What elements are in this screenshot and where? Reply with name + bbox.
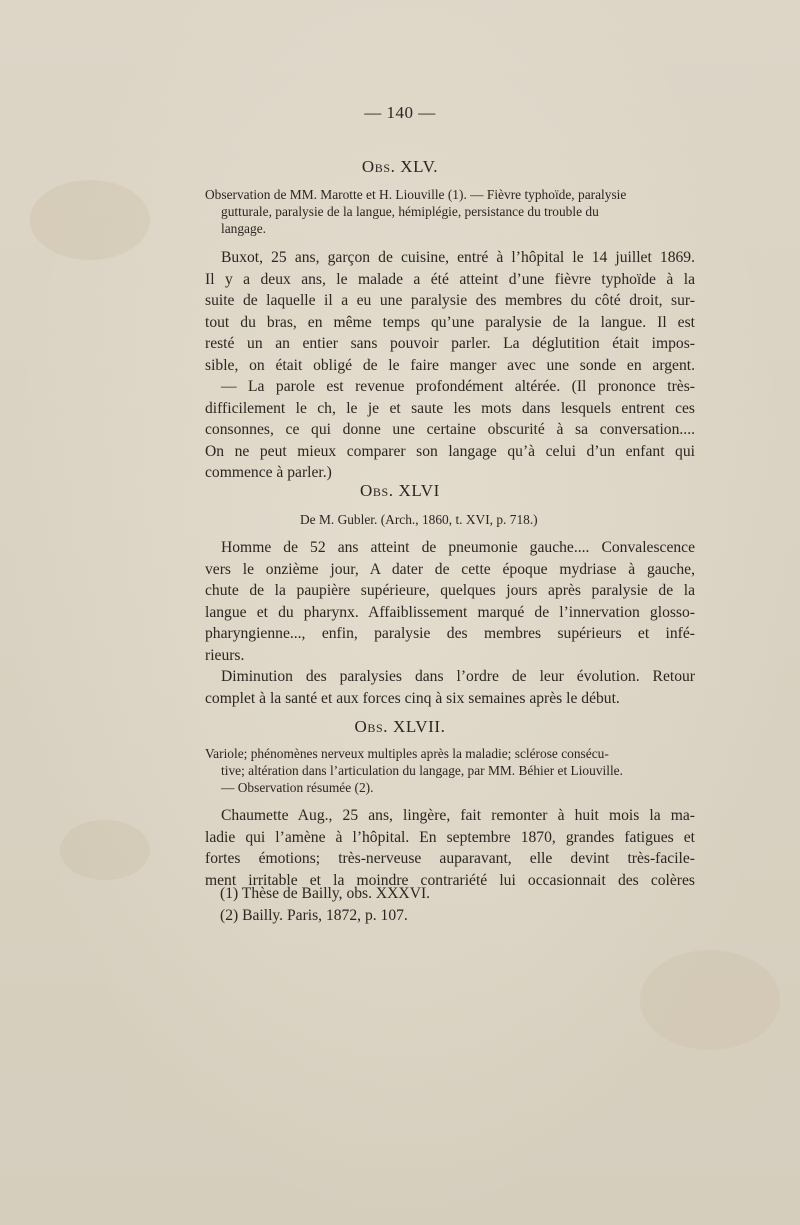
body-line: difficilement le ch, le je et saute les mots dans lesquels entrent ces: [205, 399, 695, 417]
paper-stain: [60, 820, 150, 880]
summary-line: langage.: [221, 221, 266, 236]
body-line: commence à parler.): [205, 464, 332, 481]
body-line: rieurs.: [205, 646, 245, 664]
summary-line: — Observation résumée (2).: [221, 780, 374, 795]
footnote: (2) Bailly. Paris, 1872, p. 107.: [220, 907, 408, 924]
body-line: Homme de 52 ans atteint de pneumonie gauche.... Convalescence: [221, 539, 695, 556]
body-line: resté un an entier sans pouvoir parler. La déglutition était impos-: [205, 335, 695, 352]
body-line: fortes émotions; très-nerveuse auparavant, elle devint très-facile-: [205, 850, 695, 867]
body-line: sible, on était obligé de le faire manger avec une sonde en argent.: [205, 356, 695, 374]
body-line: Diminution des paralysies dans l’ordre de leur évolution. Retour: [221, 668, 695, 685]
summary-line: tive; altération dans l’articulation du langage, par MM. Béhier et Liouville.: [221, 763, 623, 778]
body-line: vers le onzième jour, A dater de cette époque mydriase à gauche,: [205, 560, 695, 578]
body-line: On ne peut mieux comparer son langage qu’à celui d’un enfant qui: [205, 442, 695, 460]
observation-summary: [205, 186, 697, 237]
body-line: complet à la santé et aux forces cinq à six semaines après le début.: [205, 689, 620, 707]
body-line: Chaumette Aug., 25 ans, lingère, fait remonter à huit mois la ma-: [221, 807, 695, 824]
body-line: Buxot, 25 ans, garçon de cuisine, entré à l’hôpital le 14 juillet 1869.: [221, 249, 695, 266]
observation-body: [205, 805, 695, 891]
summary-line: Variole; phénomènes nerveux multiples après la maladie; sclérose consécu-: [205, 746, 609, 761]
paper-stain: [30, 180, 150, 260]
footnote: (1) Thèse de Bailly, obs. XXXVI.: [220, 885, 431, 902]
body-line: tout du bras, en même temps qu’une paralysie de la langue. Il est: [205, 313, 695, 331]
body-line: pharyngienne..., enfin, paralysie des membres supérieurs et infé-: [205, 625, 695, 642]
body-line: chute de la paupière supérieure, quelques jours après paralysie de la: [205, 582, 695, 599]
paper-stain: [640, 950, 780, 1050]
observation-title: Obs. XLVI: [360, 481, 440, 500]
body-line: Il y a deux ans, le malade a été atteint d’une fièvre typhoïde à la: [205, 270, 695, 288]
body-line: langue et du pharynx. Affaiblissement marqué de l’innervation glosso-: [205, 603, 695, 621]
body-line: — La parole est revenue profondément altérée. (Il prononce très-: [221, 378, 695, 395]
summary-line: gutturale, paralysie de la langue, hémiplégie, persistance du trouble du: [221, 204, 599, 219]
observation-body: [205, 537, 695, 709]
body-line: consonnes, ce qui donne une certaine obscurité à sa conversation....: [205, 421, 695, 438]
observation-summary: [205, 745, 697, 796]
summary-line: Observation de MM. Marotte et H. Liouville (1). — Fièvre typhoïde, paralysie: [205, 187, 627, 202]
page-number: — 140 —: [364, 103, 436, 122]
footnotes: [220, 883, 700, 927]
body-line: suite de laquelle il a eu une paralysie des membres du côté droit, sur-: [205, 292, 695, 309]
observation-title: Obs. XLVII.: [354, 717, 446, 736]
body-line: ladie qui l’amène à l’hôpital. En septembre 1870, grandes fatigues et: [205, 828, 695, 846]
observation-title: Obs. XLV.: [361, 157, 439, 176]
observation-byline: De M. Gubler. (Arch., 1860, t. XVI, p. 718.): [300, 512, 538, 527]
body-line: ment irritable et la moindre contrariété lui occasionnait des colères: [205, 871, 695, 889]
observation-body: [205, 247, 695, 484]
